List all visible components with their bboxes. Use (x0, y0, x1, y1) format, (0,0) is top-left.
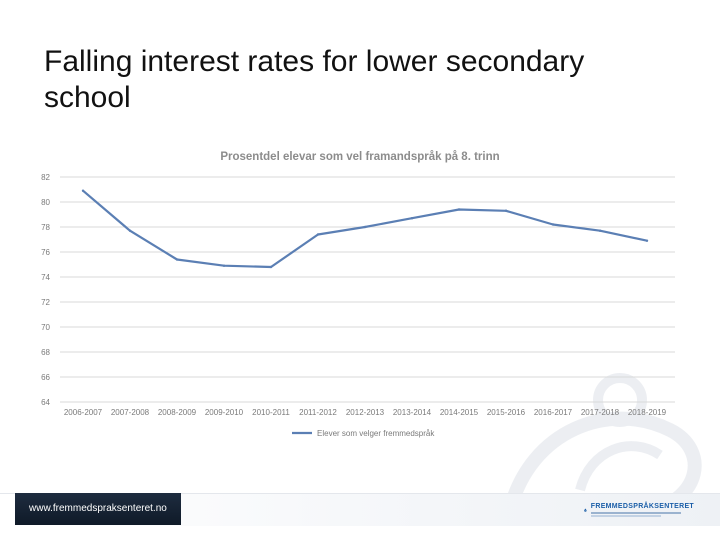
y-tick-label: 72 (41, 298, 50, 307)
x-tick-label: 2009-2010 (204, 408, 244, 417)
data-point (646, 240, 648, 242)
logo-tagline-bar (591, 512, 681, 514)
series-layer (82, 190, 648, 269)
x-tick-label: 2015-2016 (486, 408, 526, 417)
data-point (317, 233, 319, 235)
data-point (129, 230, 131, 232)
x-tick-label: 2007-2008 (110, 408, 150, 417)
x-axis-tick-labels (64, 408, 667, 417)
y-tick-label: 68 (41, 348, 50, 357)
data-point (552, 223, 554, 225)
x-tick-label: 2010-2011 (252, 408, 290, 417)
y-tick-label: 80 (41, 198, 50, 207)
gridlines (60, 177, 675, 402)
y-tick-label: 78 (41, 223, 50, 232)
y-tick-label: 82 (41, 173, 50, 182)
data-point (176, 258, 178, 260)
logo-name: FREMMEDSPRÅKSENTERET (590, 503, 694, 510)
x-tick-label: 2018-2019 (627, 408, 667, 417)
data-point (270, 266, 272, 268)
y-tick-label: 70 (41, 323, 50, 332)
chart-title: Prosentdel elevar som vel framandspråk på 8. trinn (220, 151, 500, 163)
y-axis-tick-labels (41, 173, 50, 407)
x-tick-label: 2013-2014 (392, 408, 432, 417)
y-tick-label: 66 (41, 373, 50, 382)
y-tick-label: 64 (41, 398, 50, 407)
slide-title: Falling interest rates for lower secondary school (44, 45, 585, 114)
chart-container (30, 140, 690, 450)
legend-label: Elever som velger fremmedspråk (317, 429, 435, 438)
logo[interactable] (584, 499, 694, 521)
x-tick-label: 2011-2012 (299, 408, 337, 417)
x-tick-label: 2016-2017 (533, 408, 573, 417)
legend (292, 429, 435, 438)
x-tick-label: 2006-2007 (63, 408, 103, 417)
x-tick-label: 2008-2009 (157, 408, 197, 417)
data-point (505, 210, 507, 212)
x-tick-label: 2017-2018 (580, 408, 620, 417)
y-tick-label: 74 (41, 273, 50, 282)
logo-drop-icon (584, 500, 587, 520)
data-point (82, 190, 84, 192)
data-point (223, 265, 225, 267)
data-point (411, 217, 413, 219)
x-tick-label: 2014-2015 (439, 408, 479, 417)
footer-url[interactable]: www.fremmedspraksenteret.no (15, 493, 181, 525)
y-tick-label: 76 (41, 248, 50, 257)
x-tick-label: 2012-2013 (345, 408, 385, 417)
line-chart (30, 140, 690, 450)
data-point (599, 230, 601, 232)
logo-tagline-bar (591, 515, 661, 517)
data-point (364, 226, 366, 228)
data-point (458, 208, 460, 210)
